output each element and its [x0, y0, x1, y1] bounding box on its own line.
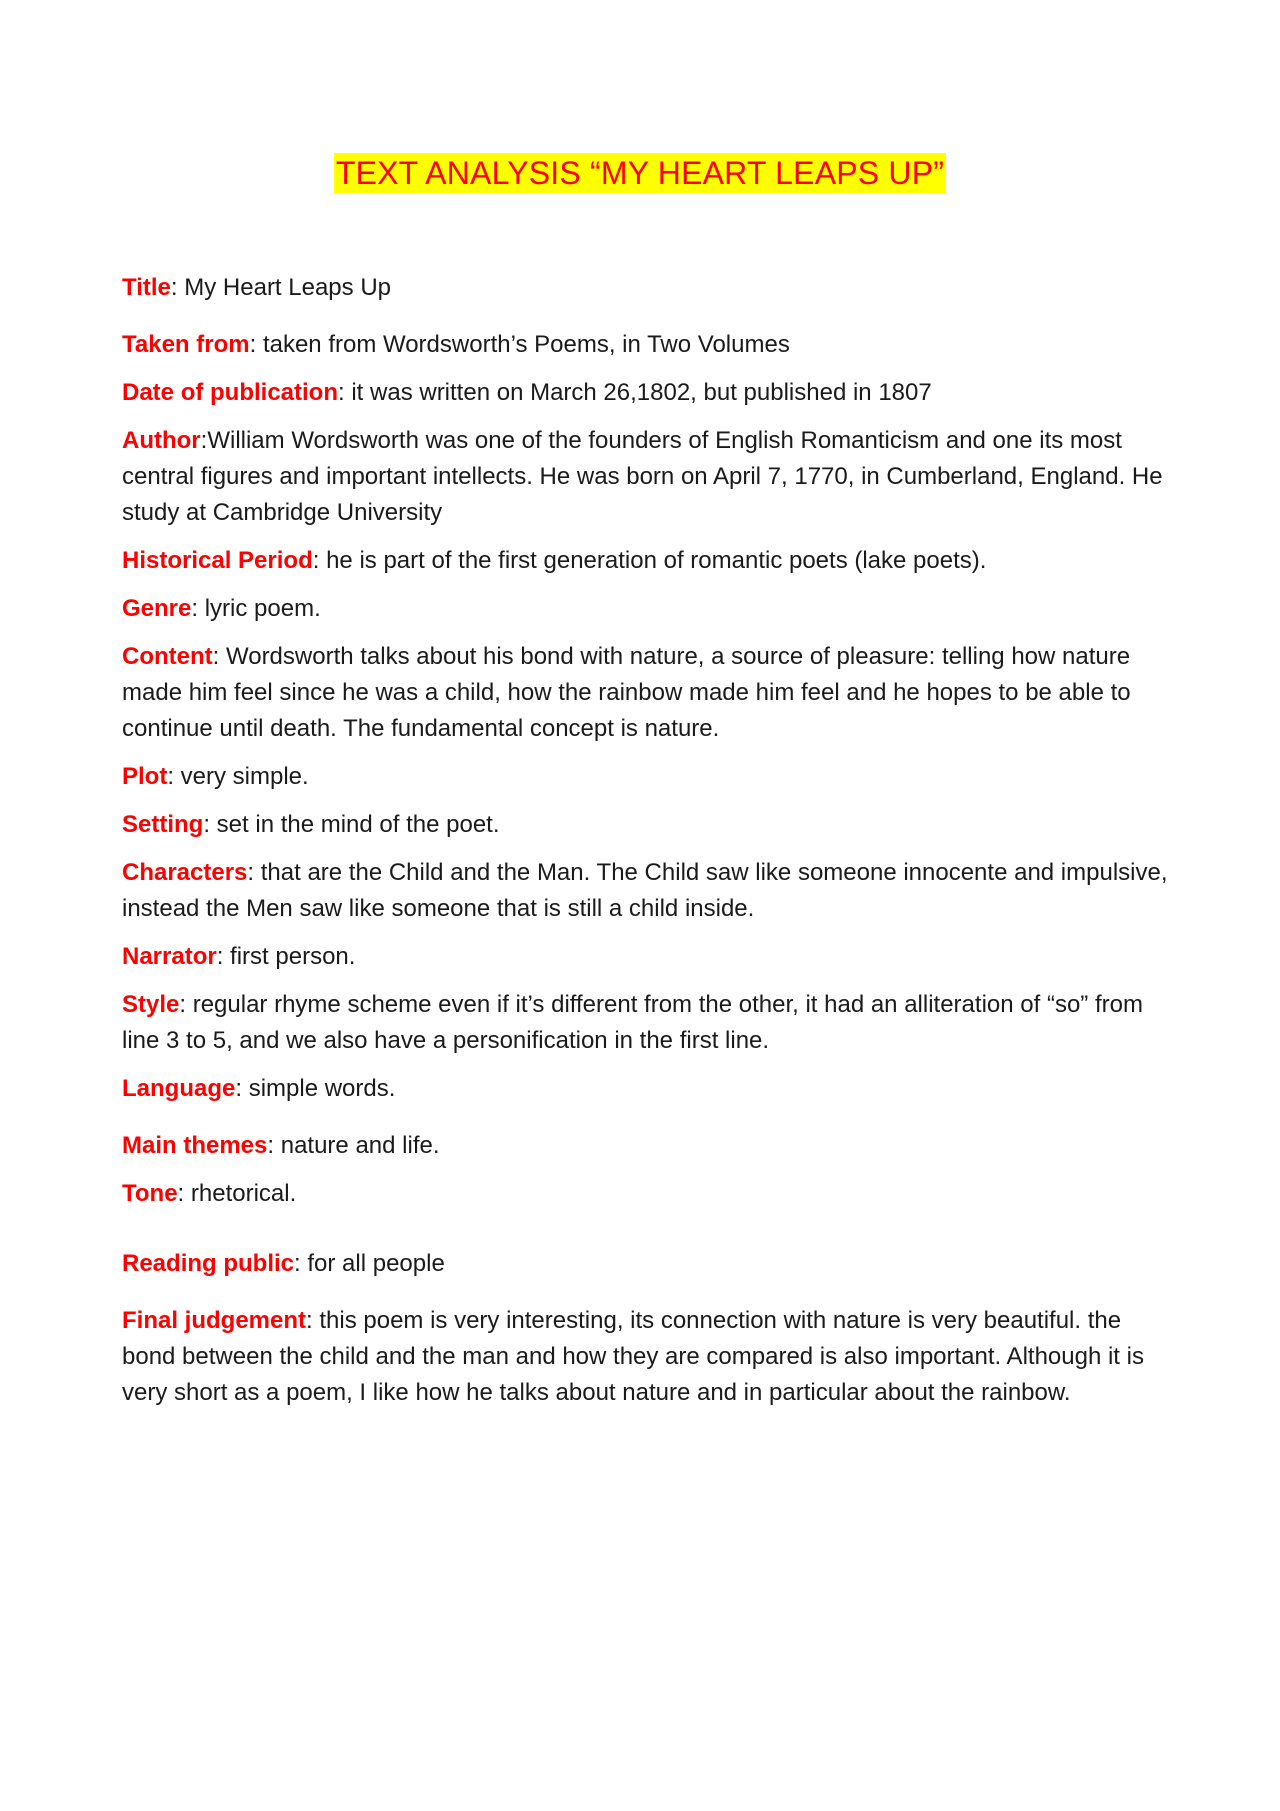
entry-text: rhetorical. [190, 1180, 297, 1207]
entry-text: simple words. [248, 1075, 396, 1102]
entry-taken-from: Taken from: taken from Wordsworth’s Poems, in Two Volumes [122, 331, 790, 358]
entry-reading-public: Reading public: for all people [122, 1250, 445, 1277]
document-title: TEXT ANALYSIS “MY HEART LEAPS UP” [335, 155, 945, 191]
entry-text: he is part of the first generation of romantic poets (lake poets). [326, 547, 987, 574]
entry-label: Historical Period [122, 547, 313, 574]
entry-narrator: Narrator: first person. [122, 943, 356, 970]
entry-text: this poem is very interesting, its connection with nature is very beautiful. the bond between the child and the man and how they are compared is also important. Although it is very short as a poem, I like how he talks about nature and in particular about the rainbow. [122, 1307, 1144, 1406]
entry-text: My Heart Leaps Up [184, 274, 392, 301]
entry-label: Genre [122, 595, 192, 622]
title-container [0, 153, 1280, 193]
entry-text: William Wordsworth was one of the founders of English Romanticism and one its most central figures and important intellects. He was born on April 7, 1770, in Cumberland, England. He study at Cambridge University [122, 427, 1163, 526]
entry-label: Date of publication [122, 379, 338, 406]
entry-text: nature and life. [280, 1132, 440, 1159]
entry-label: Content [122, 643, 213, 670]
entry-label: Characters [122, 859, 248, 886]
entry-author: Author:William Wordsworth was one of the founders of English Romanticism and one its most central figures and important intellects. He was born on April 7, 1770, in Cumberland, England. He study at Cambridge University [122, 427, 1163, 526]
entry-setting: Setting: set in the mind of the poet. [122, 811, 500, 838]
entry-text: very simple. [180, 763, 309, 790]
entry-text: first person. [230, 943, 356, 970]
entry-content: Content: Wordsworth talks about his bond with nature, a source of pleasure: telling how nature made him feel since he was a child, how the rainbow made him feel and he hopes to be able to continue until death. The fundamental concept is nature. [122, 643, 1131, 742]
entry-language: Language: simple words. [122, 1075, 396, 1102]
entry-title: Title: My Heart Leaps Up [122, 274, 392, 301]
entry-date-of-publication: Date of publication: it was written on March 26,1802, but published in 1807 [122, 379, 932, 406]
entry-label: Plot [122, 763, 168, 790]
entry-label: Style [122, 991, 180, 1018]
entry-final-judgement: Final judgement: this poem is very interesting, its connection with nature is very beautiful. the bond between the child and the man and how they are compared is also important. Although it is very short as a poem, I like how he talks about nature and in particular about the rainbow. [122, 1307, 1144, 1406]
entry-label: Main themes [122, 1132, 268, 1159]
entry-style: Style: regular rhyme scheme even if it’s different from the other, it had an alliteration of “so” from line 3 to 5, and we also have a personification in the first line. [122, 991, 1143, 1054]
entry-tone: Tone: rhetorical. [122, 1180, 297, 1207]
entry-label: Title [122, 274, 171, 301]
entry-text: lyric poem. [204, 595, 321, 622]
entry-characters: Characters: that are the Child and the Man. The Child saw like someone innocente and impulsive, instead the Men saw like someone that is still a child inside. [122, 859, 1168, 922]
entry-label: Language [122, 1075, 236, 1102]
entry-text: taken from Wordsworth’s Poems, in Two Volumes [262, 331, 790, 358]
entry-label: Narrator [122, 943, 217, 970]
entry-text: regular rhyme scheme even if it’s different from the other, it had an alliteration of “so” from line 3 to 5, and we also have a personification in the first line. [122, 991, 1143, 1054]
entry-text: that are the Child and the Man. The Child saw like someone innocente and impulsive, instead the Men saw like someone that is still a child inside. [122, 859, 1168, 922]
entry-text: set in the mind of the poet. [216, 811, 500, 838]
entry-historical-period: Historical Period: he is part of the first generation of romantic poets (lake poets). [122, 547, 987, 574]
entry-text: it was written on March 26,1802, but published in 1807 [351, 379, 932, 406]
entry-label: Reading public [122, 1250, 295, 1277]
entry-label: Final judgement [122, 1307, 307, 1334]
entry-plot: Plot: very simple. [122, 763, 309, 790]
entry-text: for all people [307, 1250, 445, 1277]
entry-label: Setting [122, 811, 204, 838]
entry-main-themes: Main themes: nature and life. [122, 1132, 440, 1159]
entry-text: Wordsworth talks about his bond with nature, a source of pleasure: telling how nature made him feel since he was a child, how the rainbow made him feel and he hopes to be able to continue until death. The fundamental concept is nature. [122, 643, 1131, 742]
entry-label: Taken from [122, 331, 250, 358]
entry-label: Tone [122, 1180, 178, 1207]
entry-label: Author [122, 427, 201, 454]
entry-genre: Genre: lyric poem. [122, 595, 321, 622]
analysis-entries [122, 270, 1172, 1411]
